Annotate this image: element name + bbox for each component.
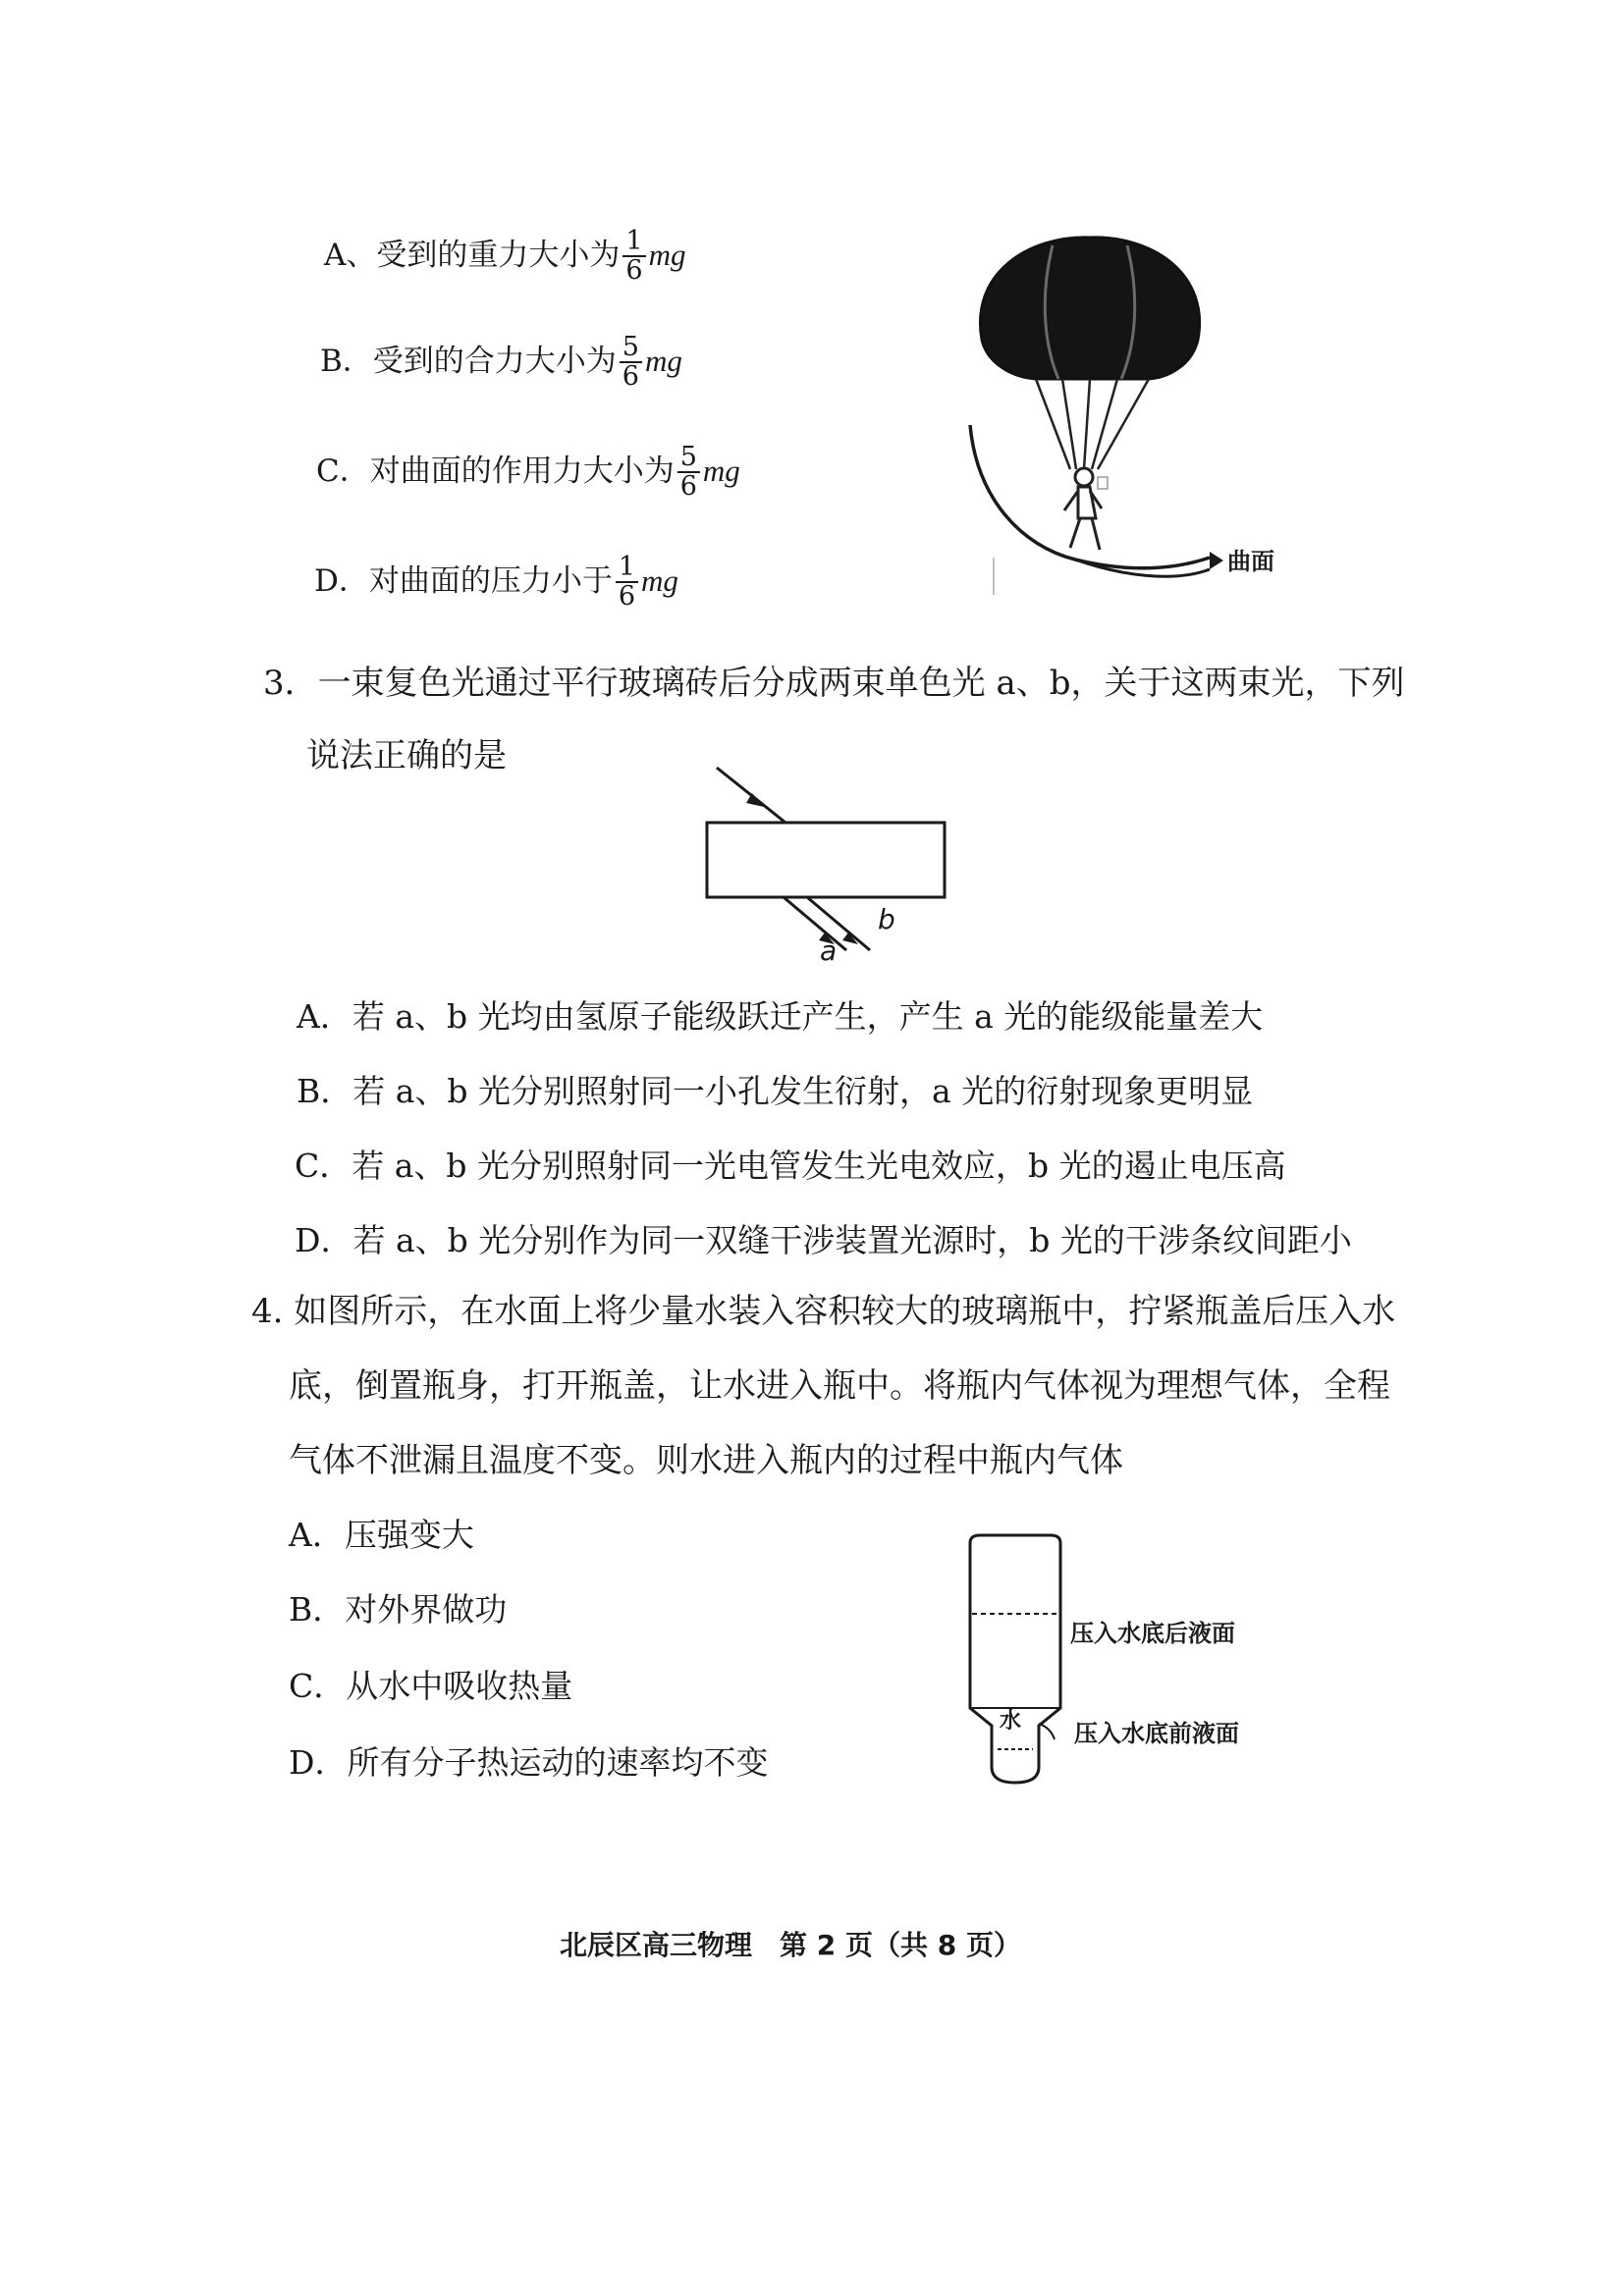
glass-brick (707, 823, 945, 897)
incident-arrow (746, 793, 764, 807)
q3-option-b: B．若 a、b 光分别照射同一小孔发生衍射，a 光的衍射现象更明显 (297, 1072, 1254, 1110)
arrow-head (1210, 552, 1223, 569)
ray-a-label: a (820, 934, 838, 962)
q3-stem-line2: 说法正确的是 (306, 736, 507, 775)
q3-option-c: C．若 a、b 光分别照射同一光电管发生光电效应，b 光的遏止电压高 (295, 1147, 1286, 1185)
label-before: 压入水底前液面 (1074, 1720, 1239, 1747)
q2-option-a-text: A、受到的重力大小为 (324, 237, 621, 273)
figure-mark-1 (1098, 477, 1108, 489)
page-footer: 北辰区高三物理 第 2 页（共 8 页） (560, 1929, 1021, 1961)
parachute-figure (952, 224, 1286, 607)
bottle-figure (952, 1531, 1276, 1796)
q2-option-c: C．对曲面的作用力大小为 $\frac{5}{6}$ mg (316, 442, 740, 503)
parachute-lines (1036, 379, 1149, 469)
q4-stem-line3: 气体不泄漏且温度不变。则水进入瓶内的过程中瓶内气体 (289, 1441, 1123, 1480)
q2-option-b-text: B．受到的合力大小为 (320, 343, 617, 379)
q3-stem-line1: 3．一束复色光通过平行玻璃砖后分成两束单色光 a、b，关于这两束光，下列 (263, 664, 1405, 703)
q2-option-b: B．受到的合力大小为 $\frac{5}{6}$ mg (320, 332, 682, 393)
q4-stem-line1: 4. 如图所示，在水面上将少量水装入容积较大的玻璃瓶中，拧紧瓶盖后压入水 (251, 1292, 1396, 1331)
glass-brick-figure (687, 756, 972, 962)
leader-line-before (1039, 1724, 1055, 1739)
bottle-body (970, 1535, 1060, 1783)
q4-stem-line2: 底，倒置瓶身，打开瓶盖，让水进入瓶中。将瓶内气体视为理想气体，全程 (289, 1366, 1390, 1406)
q2-option-d: D．对曲面的压力小于 $\frac{1}{6}$ mg (314, 552, 678, 613)
q2-option-d-fraction: $\frac{1}{6}$ (616, 554, 638, 612)
q3-option-d: D．若 a、b 光分别作为同一双缝干涉装置光源时，b 光的干涉条纹间距小 (295, 1221, 1352, 1259)
q2-option-b-fraction: $\frac{5}{6}$ (620, 334, 642, 392)
water-label: 水 (1000, 1709, 1022, 1734)
parachute-canopy (980, 238, 1199, 379)
q4-option-a: A．压强变大 (289, 1516, 474, 1554)
q2-option-a: A、受到的重力大小为 $\frac{1}{6}$ mg (324, 226, 686, 287)
q4-option-b: B．对外界做功 (289, 1590, 508, 1629)
q2-option-d-text: D．对曲面的压力小于 (314, 562, 613, 599)
curved-surface-label: 曲面 (1227, 548, 1274, 575)
label-after: 压入水底后液面 (1070, 1620, 1235, 1647)
q2-option-c-text: C．对曲面的作用力大小为 (316, 453, 675, 489)
q4-option-c: C．从水中吸收热量 (289, 1667, 573, 1705)
q2-option-a-fraction: $\frac{1}{6}$ (623, 228, 645, 286)
person-figure (1064, 468, 1102, 550)
q3-option-a: A．若 a、b 光均由氢原子能级跃迁产生，产生 a 光的能级能量差大 (297, 997, 1264, 1036)
q2-option-c-fraction: $\frac{5}{6}$ (677, 444, 700, 502)
ray-b-label: b (878, 903, 895, 935)
q4-option-d: D．所有分子热运动的速率均不变 (289, 1743, 769, 1782)
